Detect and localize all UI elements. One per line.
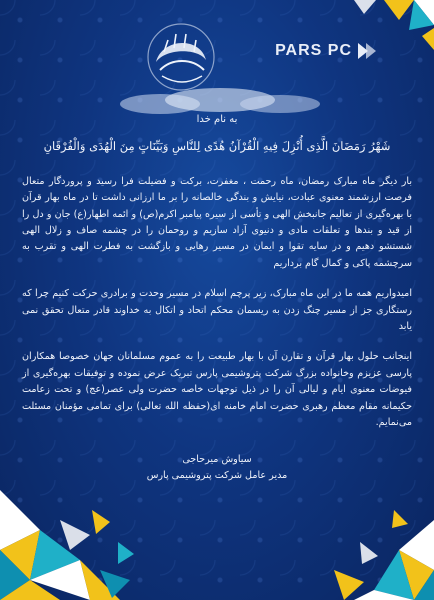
brand-name: PARS PC bbox=[275, 42, 352, 59]
paragraph-1: بار دیگر ماه مبارک رمضان، ماه رحمت ، مغفرت، برکت و فضیلت فرا رسید و پروردگار متعال فرصت ارزشمند معنوی عبادت، نیایش و بندگی خالصانه را بر ما ارزانی داشت تا در ماه بهار قرآن با بهره‌گیری از تعالیم جانبخش الهی و تأسی از سیره پیامبر اکرم(ص) و ائمه اطهار(ع) جان و دل را از قید و بندها و تعلقات مادی و دنیوی آزاد سازیم و روحمان را در چشمه صاف و زلال الهی شستشو دهیم و در سایه تقوا و ایمان در مسیر رهایی و بازگشت به فطرت الهی و تقرب به سرچشمه پاکی و کمال گام برداریم bbox=[22, 175, 412, 269]
paragraph-2: امیدواریم همه ما در این ماه مبارک، زیر پرچم اسلام در مسیر وحدت و برادری حرکت کنیم چرا که رستگاری جز از مسیر چنگ زدن به ریسمان محکم اتحاد و اتکال به خداوند قادر متعال تحقق نمی یابد bbox=[22, 288, 412, 333]
brand-logo bbox=[275, 42, 376, 60]
paragraph-3: اینجانب حلول بهار قرآن و تقارن آن با بهار طبیعت را به عموم مسلمانان جهان خصوصا همکاران پارسی عزیزم وخانواده بزرگ شرکت پتروشیمی پارس تبریک عرض نموده و توفیقات بهره‌گیری از فیوضات معنوی ایام و لیالی آن را در ذیل توجهات خاصه حضرت ولی عصر(عج) و تحت زعامت حکیمانه مقام معظم رهبری حضرت امام خامنه ای(حفظه الله تعالی) برای تمامی مؤمنان مسئلت می‌نمایم. bbox=[22, 351, 412, 429]
brand-arrow-icon bbox=[358, 43, 376, 59]
greeting-line: به نام خدا bbox=[196, 114, 238, 125]
quran-verse: شَهْرُ رَمَضَانَ الَّذِی أُنْزِلَ فِیهِ الْقُرْآنُ هُدًى لِلنَّاسِ وَبَیِّنَاتٍ مِنَ الْهُدَى وَالْفُرْقَانِ bbox=[43, 139, 391, 154]
message-body bbox=[22, 112, 412, 484]
signature-name: سیاوش میرحاجی bbox=[182, 453, 252, 465]
bottom-right-triangles-decoration bbox=[274, 490, 434, 600]
signature-role: مدیر عامل شرکت پتروشیمی پارس bbox=[146, 469, 288, 481]
bottom-left-triangles-decoration bbox=[0, 450, 160, 600]
